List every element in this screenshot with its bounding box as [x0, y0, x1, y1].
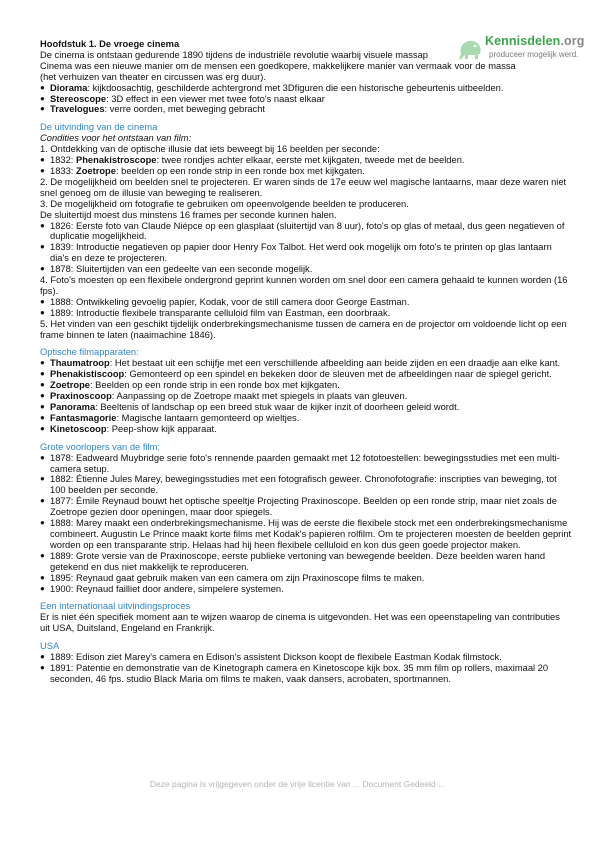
list-item: ● 1888: Marey maakt een onderbrekingsmechanisme. Hij was de eerste die flexibele stock met een onderbrekingsmechanisme combineert. Augustin Le Prince maakt korte films met Kodak's papieren rolfilm. Om te projecteren moesten de beelden geprint worden op een transparante strip. Helaas had hij heen flexibele celluloid en kon dus geen goede projector maken. — [40, 518, 572, 551]
list-item: ● 1878: Eadweard Muybridge serie foto's rennende paarden gemaakt met 12 fototoestellen: bewegingsstudies met een multi-camera setup. — [40, 453, 572, 475]
list-item: ● 1889: Edison ziet Marey's camera en Edison's assistent Dickson koopt de flexibele Eastman Kodak filmstock. — [40, 652, 572, 663]
condition-4: 4. Foto's moesten op een flexibele ondergrond geprint kunnen worden om snel door een camera gehaald te kunnen worden (16 fps). — [40, 275, 568, 296]
list-item: ● 1889: Grote versie van de Praxinoscope, eerste publieke vertoning van bewegende beelden. Deze beelden waren hand getekend en dus niet makkelijk te reproduceren. — [40, 551, 572, 573]
section-paragraph: Er is niet één specifiek moment aan te wijzen waarop de cinema is uitgevonden. Het was een opeenstapeling van contributies uit USA, Duitsland, Engeland en Frankrijk. — [40, 612, 560, 634]
intro-list — [40, 83, 572, 116]
section-heading: De uitvinding van de cinema — [40, 122, 158, 133]
logo-tagline: produceer mogelijk werd. — [489, 50, 579, 59]
section-heading: Optische filmapparaten: — [40, 347, 139, 358]
list-item: ● Fantasmagorie: Magische lantaarn gemonteerd op wieltjes. — [40, 413, 572, 424]
list-item: ● 1839: Introductie negatieven op papier door Henry Fox Talbot. Het werd ook mogelijk om foto's te printen op glas lantaarn dia's en deze te projecteren. — [40, 242, 572, 264]
usa-list — [40, 652, 572, 685]
intro-line: Cinema was een nieuwe manier om de mensen een goedkopere, makkelijkere manier van vermaak voor de massa — [40, 60, 516, 71]
list-item: ● 1826: Eerste foto van Claude Niépce op een glasplaat (sluitertijd van 8 uur), foto's op glas of metaal, dus geen negatieven of duplicatie mogelijkheid. — [40, 221, 572, 243]
list-item: ● Kinetoscoop: Peep-show kijk apparaat. — [40, 424, 572, 435]
list-item: ● Travelogues: verre oorden, met beweging gebracht — [40, 104, 572, 115]
document-page — [40, 39, 572, 685]
section-heading: USA — [40, 641, 60, 652]
list-item: ● 1900: Reynaud failliet door andere, simpelere systemen. — [40, 584, 572, 595]
condition-1: 1. Ontdekking van de optische illusie dat iets beweegt bij 16 beelden per seconde: — [40, 144, 380, 155]
condition-3: 3. De mogelijkheid om fotografie te gebruiken om opeenvolgende beelden te produceren. — [40, 198, 409, 209]
pioneers-list — [40, 453, 572, 595]
list-item: ● Stereoscope: 3D effect in een viewer met twee foto's naast elkaar — [40, 94, 572, 105]
section-subtitle: Condities voor het ontstaan van film: — [40, 133, 192, 144]
page-footer: Deze pagina is vrijgegeven onder de vrije licentie van ... Document Gedeeld ... — [149, 779, 446, 789]
list-item: ● Thaumatroop: Het bestaat uit een schijfje met een verschillende afbeelding aan beide zijden en een draadje aan elke kant. — [40, 358, 572, 369]
intro-paragraph — [40, 50, 572, 83]
section-heading: Een internationaal uitvindingsproces — [40, 601, 191, 612]
section-heading: Grote voorlopers van de film: — [40, 441, 160, 452]
logo-text: Kennisdelen.org — [485, 34, 585, 48]
list-item: ● Praxinoscoop: Aanpassing op de Zoetrope maakt met spiegels in plaats van gleuven. — [40, 391, 572, 402]
condition-2: 2. De mogelijkheid om beelden snel te projecteren. Er waren sinds de 17e eeuw wel magische lantaarns, maar deze waren niet snel genoeg om de illusie van beweging te realiseren. — [40, 176, 567, 198]
list-item: ● 1833: Zoetrope: beelden op een ronde strip in een ronde box met kijkgaten. — [40, 166, 572, 177]
list-item: ● Diorama: kijkdoosachtig, geschilderde achtergrond met 3Dfiguren die een historische gebeurtenis uitbeelden. — [40, 83, 572, 94]
list-item: ● Phenakistiscoop: Gemonteerd op een spindel en bekeken door de sleuven met de afbeeldingen naar de spiegel gericht. — [40, 369, 572, 380]
list-item: ● 1888: Ontwikkeling gevoelig papier, Kodak, voor de still camera door George Eastman. — [40, 297, 572, 308]
list-item: ● 1891: Patentie en demonstratie van de Kinetograph camera en Kinetoscope kijk box. 35 mm film op rollers, maximaal 20 seconden, 46 fps. studio Black Maria om films te maken, vaak dansers, acrobaten, sportmannen. — [40, 663, 572, 685]
condition-3-list — [40, 221, 572, 276]
intro-line: De cinema is ontstaan gedurende 1890 tijdens de industriële revolutie waarbij visuele massap — [40, 49, 428, 60]
list-item: ● Zoetrope: Beelden op een ronde strip in een ronde box met kijkgaten. — [40, 380, 572, 391]
list-item: ● 1889: Introductie flexibele transparante celluloid film van Eastman, een doorbraak. — [40, 308, 572, 319]
condition-5: 5. Het vinden van een geschikt tijdelijk onderbrekingsmechanisme tussen de camera en de projector om voldoende licht op een frame binnen te laten (naaimachine 1846). — [40, 318, 567, 340]
list-item: ● 1895: Reynaud gaat gebruik maken van een camera om zijn Praxinoscope films te maken. — [40, 573, 572, 584]
list-item: ● 1877: Émile Reynaud bouwt het optische speeltje Projecting Praxinoscope. Beelden op een ronde strip, maar niet zoals de Zoetrope gezien door openingen, maar door spiegels. — [40, 496, 572, 518]
list-item: ● 1878: Sluitertijden van een gedeelte van een seconde mogelijk. — [40, 264, 572, 275]
condition-1-list — [40, 155, 572, 177]
list-item: ● Panorama: Beeltenis of landschap op een breed stuk waar de kijker inzit of doorheen geleid wordt. — [40, 402, 572, 413]
optical-devices-list — [40, 358, 572, 434]
condition-3-note: De sluitertijd moest dus minstens 16 frames per seconde kunnen halen. — [40, 209, 337, 220]
list-item: ● 1882: Étienne Jules Marey, bewegingsstudies met een fotografisch geweer. Chronofotografie: inscripties van beweging, tot 100 beelden per seconde. — [40, 474, 572, 496]
intro-line: (het verhuizen van theater en circussen was erg duur). — [40, 71, 266, 82]
list-item: ● 1832: Phenakistroscope: twee rondjes achter elkaar, eerste met kijkgaten, tweede met de beelden. — [40, 155, 572, 166]
document-title: Hoofdstuk 1. De vroege cinema — [40, 39, 180, 49]
condition-4-list — [40, 297, 572, 319]
